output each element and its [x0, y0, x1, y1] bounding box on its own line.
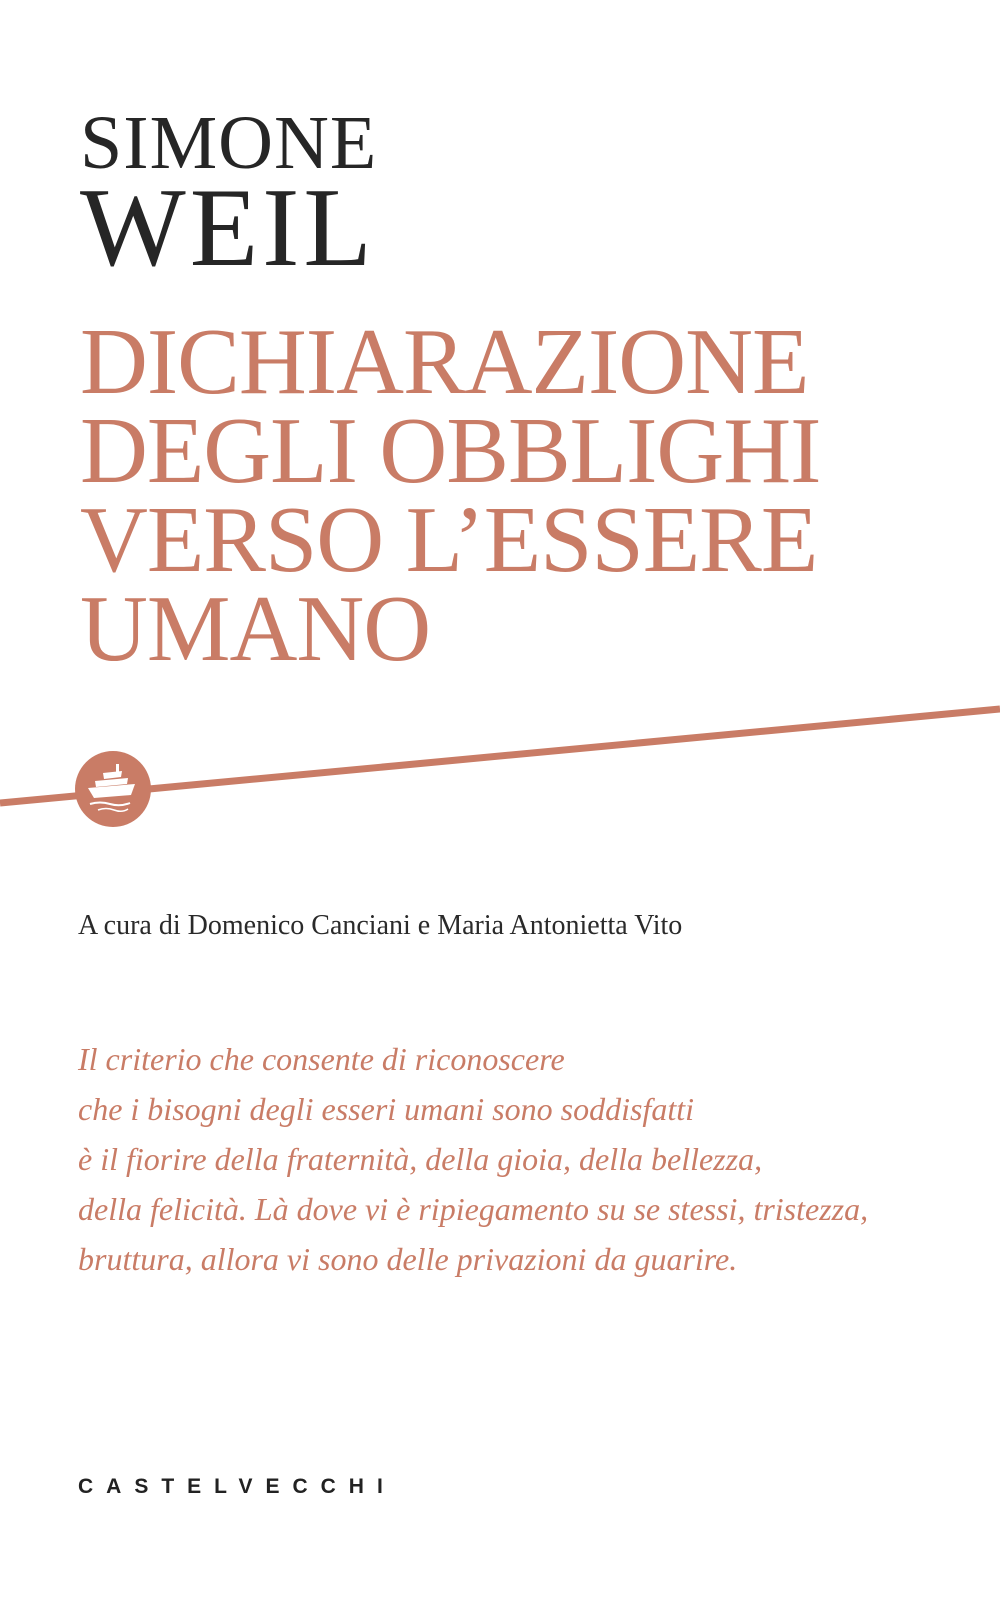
- quote-line-5: bruttura, allora vi sono delle privazioni da guarire.: [78, 1241, 738, 1277]
- publisher-name: CASTELVECCHI: [78, 1475, 396, 1498]
- back-quote: [78, 1034, 978, 1284]
- title-line-4: UMANO: [80, 577, 431, 681]
- ship-emblem-icon: [75, 751, 151, 827]
- quote-line-4: della felicità. Là dove vi è ripiegamento su se stessi, tristezza,: [78, 1191, 869, 1227]
- title-line-1: DICHIARAZIONE: [80, 310, 809, 414]
- quote-line-1: Il criterio che consente di riconoscere: [78, 1041, 565, 1077]
- title-line-3: VERSO L’ESSERE: [80, 488, 818, 592]
- author-first-name: SIMONE: [80, 101, 378, 185]
- quote-line-2: che i bisogni degli esseri umani sono soddisfatti: [78, 1091, 694, 1127]
- quote-line-3: è il fiorire della fraternità, della gioia, della bellezza,: [78, 1141, 763, 1177]
- title-line-2: DEGLI OBBLIGHI: [80, 399, 821, 503]
- author-last-name: WEIL: [80, 166, 376, 290]
- editors-credit: A cura di Domenico Canciani e Maria Antonietta Vito: [78, 910, 683, 941]
